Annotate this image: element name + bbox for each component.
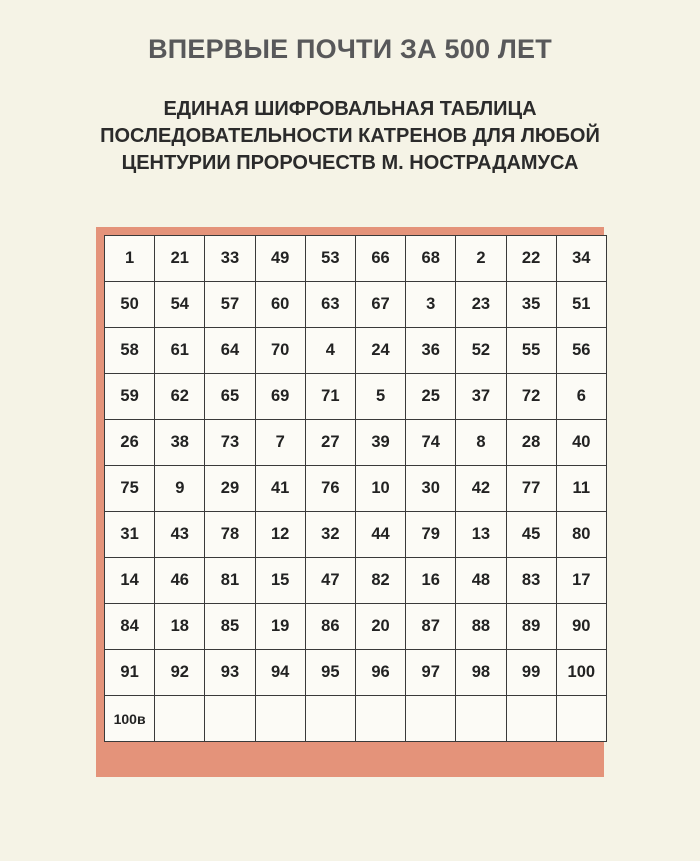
table-cell: 33 [205, 236, 255, 282]
table-cell: 25 [406, 374, 456, 420]
table-cell: 39 [355, 420, 405, 466]
table-cell: 94 [255, 650, 305, 696]
subtitle-line: ПОСЛЕДОВАТЕЛЬНОСТИ КАТРЕНОВ ДЛЯ ЛЮБОЙ [100, 125, 600, 147]
table-cell [556, 696, 606, 742]
table-cell: 61 [155, 328, 205, 374]
table-cell: 10 [355, 466, 405, 512]
table-cell: 30 [406, 466, 456, 512]
table-cell: 23 [456, 282, 506, 328]
table-cell: 51 [556, 282, 606, 328]
table-cell: 17 [556, 558, 606, 604]
table-cell: 14 [105, 558, 155, 604]
table-cell: 95 [305, 650, 355, 696]
table-cell [456, 696, 506, 742]
table-cell: 63 [305, 282, 355, 328]
table-cell [255, 696, 305, 742]
table-cell: 24 [355, 328, 405, 374]
table-row [105, 282, 607, 328]
table-cell [305, 696, 355, 742]
table-cell: 82 [355, 558, 405, 604]
table-cell: 44 [355, 512, 405, 558]
table-cell: 98 [456, 650, 506, 696]
table-cell: 64 [205, 328, 255, 374]
table-cell: 16 [406, 558, 456, 604]
table-cell: 74 [406, 420, 456, 466]
table-cell: 9 [155, 466, 205, 512]
table-cell: 87 [406, 604, 456, 650]
table-cell: 40 [556, 420, 606, 466]
table-cell: 85 [205, 604, 255, 650]
table-cell: 22 [506, 236, 556, 282]
table-cell: 15 [255, 558, 305, 604]
table-cell: 47 [305, 558, 355, 604]
table-cell: 1 [105, 236, 155, 282]
table-cell [205, 696, 255, 742]
table-cell: 100 [556, 650, 606, 696]
table-cell: 70 [255, 328, 305, 374]
table-row [105, 558, 607, 604]
table-cell: 35 [506, 282, 556, 328]
table-cell: 3 [406, 282, 456, 328]
table-cell: 6 [556, 374, 606, 420]
table-cell: 48 [456, 558, 506, 604]
table-cell: 71 [305, 374, 355, 420]
table-cell [355, 696, 405, 742]
table-cell: 79 [406, 512, 456, 558]
table-cell: 96 [355, 650, 405, 696]
table-cell: 29 [205, 466, 255, 512]
table-cell: 66 [355, 236, 405, 282]
table-cell: 81 [205, 558, 255, 604]
table-cell: 50 [105, 282, 155, 328]
table-cell: 83 [506, 558, 556, 604]
table-cell: 65 [205, 374, 255, 420]
table-cell: 55 [506, 328, 556, 374]
table-row [105, 420, 607, 466]
table-cell [155, 696, 205, 742]
table-cell: 100в [105, 696, 155, 742]
table-cell: 13 [456, 512, 506, 558]
table-cell: 86 [305, 604, 355, 650]
table-cell: 58 [105, 328, 155, 374]
table-cell: 62 [155, 374, 205, 420]
table-row [105, 604, 607, 650]
table-cell: 11 [556, 466, 606, 512]
table-cell: 52 [456, 328, 506, 374]
table-cell: 8 [456, 420, 506, 466]
table-cell: 99 [506, 650, 556, 696]
table-cell: 89 [506, 604, 556, 650]
table-cell: 56 [556, 328, 606, 374]
table-cell: 77 [506, 466, 556, 512]
table-cell: 28 [506, 420, 556, 466]
table-cell: 91 [105, 650, 155, 696]
table-cell: 26 [105, 420, 155, 466]
subtitle [0, 96, 700, 177]
table-cell: 90 [556, 604, 606, 650]
table-cell: 7 [255, 420, 305, 466]
table-cell [506, 696, 556, 742]
table-row [105, 650, 607, 696]
table-cell: 19 [255, 604, 305, 650]
table-cell: 18 [155, 604, 205, 650]
table-cell: 21 [155, 236, 205, 282]
table-cell: 68 [406, 236, 456, 282]
table-cell: 75 [105, 466, 155, 512]
table-cell: 60 [255, 282, 305, 328]
table-cell: 38 [155, 420, 205, 466]
table-cell: 69 [255, 374, 305, 420]
table-cell: 73 [205, 420, 255, 466]
table-cell: 12 [255, 512, 305, 558]
table-cell: 20 [355, 604, 405, 650]
subtitle-line: ЦЕНТУРИИ ПРОРОЧЕСТВ М. НОСТРАДАМУСА [121, 152, 579, 174]
table-cell: 67 [355, 282, 405, 328]
table-cell: 43 [155, 512, 205, 558]
table-cell: 80 [556, 512, 606, 558]
table-cell: 49 [255, 236, 305, 282]
table-cell: 92 [155, 650, 205, 696]
table-cell: 93 [205, 650, 255, 696]
table-cell: 34 [556, 236, 606, 282]
table-row [105, 328, 607, 374]
table-cell: 31 [105, 512, 155, 558]
table-cell: 72 [506, 374, 556, 420]
table-frame [96, 227, 604, 777]
table-cell: 32 [305, 512, 355, 558]
table-cell: 2 [456, 236, 506, 282]
table-row [105, 236, 607, 282]
table-cell: 41 [255, 466, 305, 512]
table-cell: 84 [105, 604, 155, 650]
cipher-table [104, 235, 607, 742]
table-cell: 46 [155, 558, 205, 604]
table-cell: 27 [305, 420, 355, 466]
page-title: ВПЕРВЫЕ ПОЧТИ ЗА 500 ЛЕТ [148, 34, 552, 64]
table-cell: 36 [406, 328, 456, 374]
subtitle-line: ЕДИНАЯ ШИФРОВАЛЬНАЯ ТАБЛИЦА [163, 98, 537, 120]
table-cell: 54 [155, 282, 205, 328]
table-cell: 37 [456, 374, 506, 420]
table-row [105, 512, 607, 558]
table-cell: 88 [456, 604, 506, 650]
table-cell: 57 [205, 282, 255, 328]
table-cell: 78 [205, 512, 255, 558]
table-cell: 97 [406, 650, 456, 696]
table-cell: 53 [305, 236, 355, 282]
table-row [105, 696, 607, 742]
table-row [105, 374, 607, 420]
table-cell: 45 [506, 512, 556, 558]
table-cell: 4 [305, 328, 355, 374]
table-cell: 76 [305, 466, 355, 512]
table-cell: 5 [355, 374, 405, 420]
table-cell: 42 [456, 466, 506, 512]
table-cell: 59 [105, 374, 155, 420]
table-cell [406, 696, 456, 742]
table-row [105, 466, 607, 512]
